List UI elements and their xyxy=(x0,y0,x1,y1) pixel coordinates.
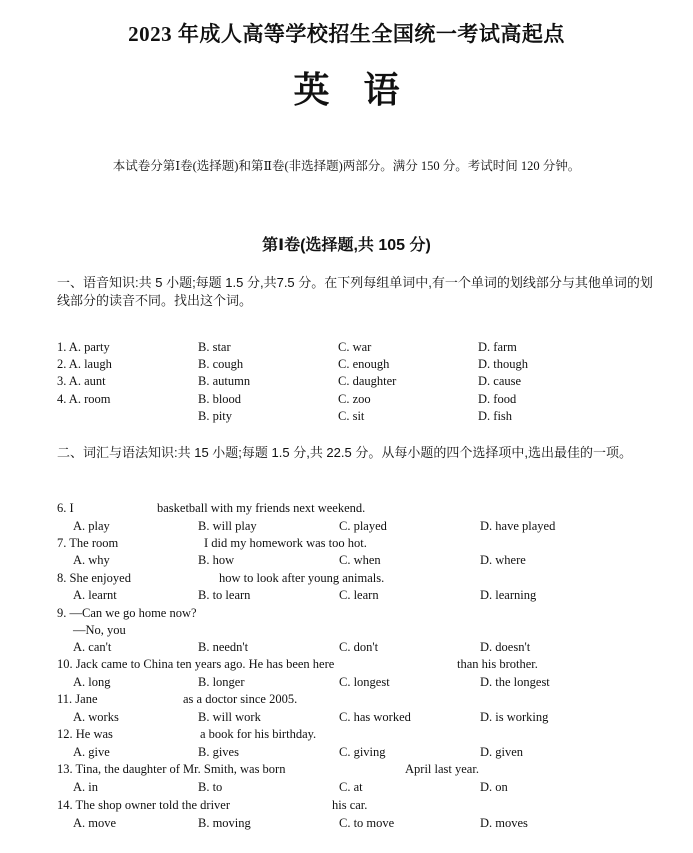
option-text: D. where xyxy=(480,553,526,567)
option-text: C. to move xyxy=(339,816,395,830)
subject-char-1: 英 xyxy=(293,70,330,110)
option-text: B. star xyxy=(198,340,231,354)
option-text: B. needn't xyxy=(198,640,249,654)
phonetics-row xyxy=(57,356,677,373)
phonetics-row xyxy=(57,391,677,408)
option-text: C. don't xyxy=(339,640,379,654)
option-text: A. learnt xyxy=(73,588,117,602)
question-options xyxy=(57,552,677,569)
stem-text: 8. She enjoyed xyxy=(57,571,131,585)
question-stem xyxy=(57,726,677,743)
question-stem xyxy=(57,797,677,814)
option-text: C. played xyxy=(339,519,387,533)
option-text: A. can't xyxy=(73,640,112,654)
option-text: D. given xyxy=(480,745,524,759)
option-text: D. on xyxy=(480,780,508,794)
exam-title: 2023 年成人高等学校招生全国统一考试高起点 xyxy=(128,22,565,46)
subject-title xyxy=(0,62,693,113)
option-text: D. cause xyxy=(478,374,522,388)
option-text: D. learning xyxy=(480,588,537,602)
option-text: A. give xyxy=(73,745,110,759)
phonetics-row xyxy=(57,339,677,356)
stem-text: as a doctor since 2005. xyxy=(183,692,298,706)
part-1-title: 第Ⅰ卷(选择题,共 105 分) xyxy=(262,237,431,254)
stem-text: 14. The shop owner told the driver xyxy=(57,798,230,812)
question-stem xyxy=(57,761,677,778)
option-text: C. sit xyxy=(338,409,365,423)
option-text: D. doesn't xyxy=(480,640,531,654)
option-text: B. to xyxy=(198,780,223,794)
option-text: B. to learn xyxy=(198,588,251,602)
question-options xyxy=(57,815,677,832)
option-text: A. in xyxy=(73,780,98,794)
option-text: A. works xyxy=(73,710,119,724)
section-2-heading: 二、词汇与语法知识:共 15 小题;每题 1.5 分,共 22.5 分。从每小题的四个选择项中,选出最佳的一项。 xyxy=(57,445,632,460)
option-text: 1. A. party xyxy=(57,340,110,354)
phonetics-row xyxy=(57,408,677,425)
stem-text: basketball with my friends next weekend. xyxy=(157,501,366,515)
option-text: C. enough xyxy=(338,357,390,371)
stem-text: 6. I xyxy=(57,501,74,515)
option-text: A. long xyxy=(73,675,111,689)
option-text: D. is working xyxy=(480,710,549,724)
question-stem xyxy=(57,691,677,708)
option-text: C. zoo xyxy=(338,392,371,406)
stem-text: 9. —Can we go home now? xyxy=(57,606,197,620)
option-text: C. giving xyxy=(339,745,386,759)
subject-char-2: 语 xyxy=(363,70,400,110)
stem-text: 12. He was xyxy=(57,727,113,741)
option-text: 2. A. laugh xyxy=(57,357,112,371)
option-text: D. farm xyxy=(478,340,517,354)
stem-text: 11. Jane xyxy=(57,692,98,706)
option-text: C. daughter xyxy=(338,374,397,388)
option-text: B. gives xyxy=(198,745,239,759)
option-text: D. though xyxy=(478,357,528,371)
question-stem xyxy=(57,500,677,517)
stem-text: I did my homework was too hot. xyxy=(204,536,367,550)
question-options xyxy=(57,744,677,761)
option-text: D. the longest xyxy=(480,675,550,689)
stem-text: 10. Jack came to China ten years ago. He has been here xyxy=(57,657,335,671)
option-text: 4. A. room xyxy=(57,392,111,406)
option-text: C. learn xyxy=(339,588,379,602)
option-text: B. pity xyxy=(198,409,233,423)
option-text: B. blood xyxy=(198,392,242,406)
stem-text: than his brother. xyxy=(457,657,538,671)
question-options xyxy=(57,518,677,535)
stem-text: 7. The room xyxy=(57,536,119,550)
option-text: A. move xyxy=(73,816,117,830)
option-text: D. moves xyxy=(480,816,528,830)
stem-text: 13. Tina, the daughter of Mr. Smith, was born xyxy=(57,762,286,776)
option-text: A. play xyxy=(73,519,110,533)
option-text: B. will work xyxy=(198,710,261,724)
option-text: B. autumn xyxy=(198,374,251,388)
option-text: B. cough xyxy=(198,357,244,371)
question-options xyxy=(57,779,677,796)
option-text: B. longer xyxy=(198,675,245,689)
stem-text: April last year. xyxy=(405,762,479,776)
stem-text: a book for his birthday. xyxy=(200,727,317,741)
question-stem xyxy=(57,570,677,587)
option-text: C. when xyxy=(339,553,381,567)
question-stem xyxy=(57,605,677,622)
question-options xyxy=(57,674,677,691)
option-text: C. at xyxy=(339,780,363,794)
question-options xyxy=(57,639,677,656)
option-text: C. war xyxy=(338,340,372,354)
option-text: 3. A. aunt xyxy=(57,374,106,388)
option-text: A. why xyxy=(73,553,110,567)
option-text: B. will play xyxy=(198,519,257,533)
question-options xyxy=(57,587,677,604)
section-1-heading: 一、语音知识:共 5 小题;每题 1.5 分,共7.5 分。在下列每组单词中,有一个单词的划线部分与其他单词的划线部分的读音不同。找出这个词。 xyxy=(57,275,653,308)
option-text: D. fish xyxy=(478,409,513,423)
option-text: B. moving xyxy=(198,816,251,830)
question-options xyxy=(57,709,677,726)
exam-note: 本试卷分第Ⅰ卷(选择题)和第Ⅱ卷(非选择题)两部分。满分 150 分。考试时间 120 分钟。 xyxy=(112,159,581,173)
option-text: C. has worked xyxy=(339,710,411,724)
stem-text: his car. xyxy=(332,798,368,812)
stem-text: how to look after young animals. xyxy=(219,571,385,585)
option-text: C. longest xyxy=(339,675,390,689)
question-stem-reply xyxy=(57,622,677,639)
phonetics-row xyxy=(57,373,677,390)
question-stem xyxy=(57,535,677,552)
option-text: D. have played xyxy=(480,519,556,533)
option-text: B. how xyxy=(198,553,235,567)
option-text: D. food xyxy=(478,392,517,406)
question-stem xyxy=(57,656,677,673)
stem-text: —No, you xyxy=(73,623,126,637)
